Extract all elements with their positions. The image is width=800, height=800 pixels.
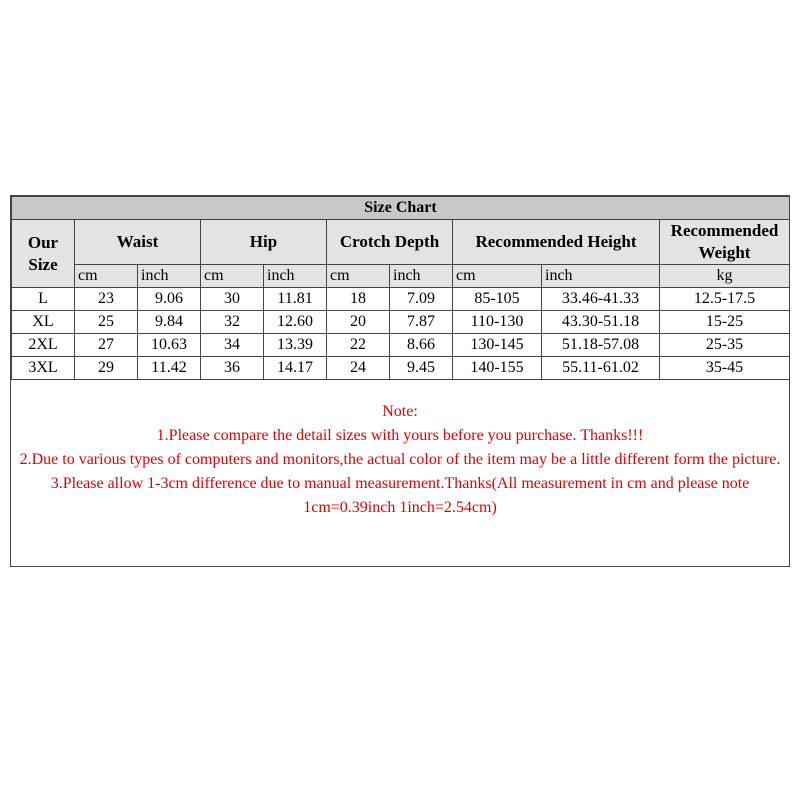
value-cell: 32 xyxy=(201,311,264,334)
value-cell: 34 xyxy=(201,334,264,357)
table-row xyxy=(12,357,790,380)
value-cell: 23 xyxy=(75,288,138,311)
value-cell: 110-130 xyxy=(453,311,542,334)
note-line-3: 3.Please allow 1-3cm difference due to manual measurement.Thanks(All measurement in cm and please note 1cm=0.39inch 1inch=2.54cm) xyxy=(50,475,750,517)
value-cell: 12.5-17.5 xyxy=(660,288,790,311)
value-cell: 18 xyxy=(327,288,390,311)
value-cell: 130-145 xyxy=(453,334,542,357)
value-cell: 7.87 xyxy=(390,311,453,334)
header-hip: Hip xyxy=(201,220,327,265)
value-cell: 51.18-57.08 xyxy=(542,334,660,357)
value-cell: 36 xyxy=(201,357,264,380)
value-cell: 9.84 xyxy=(138,311,201,334)
value-cell: 35-45 xyxy=(660,357,790,380)
value-cell: 8.66 xyxy=(390,334,453,357)
note-line-1: 1.Please compare the detail sizes with yours before you purchase. Thanks!!! xyxy=(156,427,644,445)
value-cell: 11.81 xyxy=(264,288,327,311)
size-chart xyxy=(10,195,790,567)
size-cell: L xyxy=(12,288,75,311)
value-cell: 33.46-41.33 xyxy=(542,288,660,311)
value-cell: 9.45 xyxy=(390,357,453,380)
value-cell: 140-155 xyxy=(453,357,542,380)
size-table xyxy=(11,196,790,380)
value-cell: 24 xyxy=(327,357,390,380)
note-block xyxy=(11,380,789,520)
unit-cell: kg xyxy=(660,265,790,288)
size-cell: XL xyxy=(12,311,75,334)
value-cell: 12.60 xyxy=(264,311,327,334)
header-waist: Waist xyxy=(75,220,201,265)
header-recommended-weight: Recommended Weight xyxy=(660,220,790,265)
value-cell: 14.17 xyxy=(264,357,327,380)
header-recommended-height: Recommended Height xyxy=(453,220,660,265)
value-cell: 13.39 xyxy=(264,334,327,357)
value-cell: 30 xyxy=(201,288,264,311)
header-our-size: Our Size xyxy=(12,220,75,288)
size-cell: 3XL xyxy=(12,357,75,380)
unit-cell: inch xyxy=(138,265,201,288)
value-cell: 15-25 xyxy=(660,311,790,334)
note-line-2: 2.Due to various types of computers and monitors,the actual color of the item may be a little different form the picture. xyxy=(19,451,781,469)
value-cell: 20 xyxy=(327,311,390,334)
note-heading: Note: xyxy=(382,403,418,421)
table-row xyxy=(12,288,790,311)
unit-cell: cm xyxy=(453,265,542,288)
table-row xyxy=(12,311,790,334)
value-cell: 43.30-51.18 xyxy=(542,311,660,334)
value-cell: 7.09 xyxy=(390,288,453,311)
value-cell: 85-105 xyxy=(453,288,542,311)
header-crotch-depth: Crotch Depth xyxy=(327,220,453,265)
unit-cell: cm xyxy=(75,265,138,288)
value-cell: 22 xyxy=(327,334,390,357)
value-cell: 29 xyxy=(75,357,138,380)
value-cell: 25 xyxy=(75,311,138,334)
unit-cell: cm xyxy=(327,265,390,288)
size-cell: 2XL xyxy=(12,334,75,357)
unit-cell: inch xyxy=(264,265,327,288)
value-cell: 27 xyxy=(75,334,138,357)
value-cell: 10.63 xyxy=(138,334,201,357)
unit-cell: inch xyxy=(390,265,453,288)
value-cell: 25-35 xyxy=(660,334,790,357)
chart-title: Size Chart xyxy=(12,197,790,220)
table-row xyxy=(12,334,790,357)
value-cell: 9.06 xyxy=(138,288,201,311)
value-cell: 55.11-61.02 xyxy=(542,357,660,380)
unit-cell: inch xyxy=(542,265,660,288)
unit-cell: cm xyxy=(201,265,264,288)
value-cell: 11.42 xyxy=(138,357,201,380)
